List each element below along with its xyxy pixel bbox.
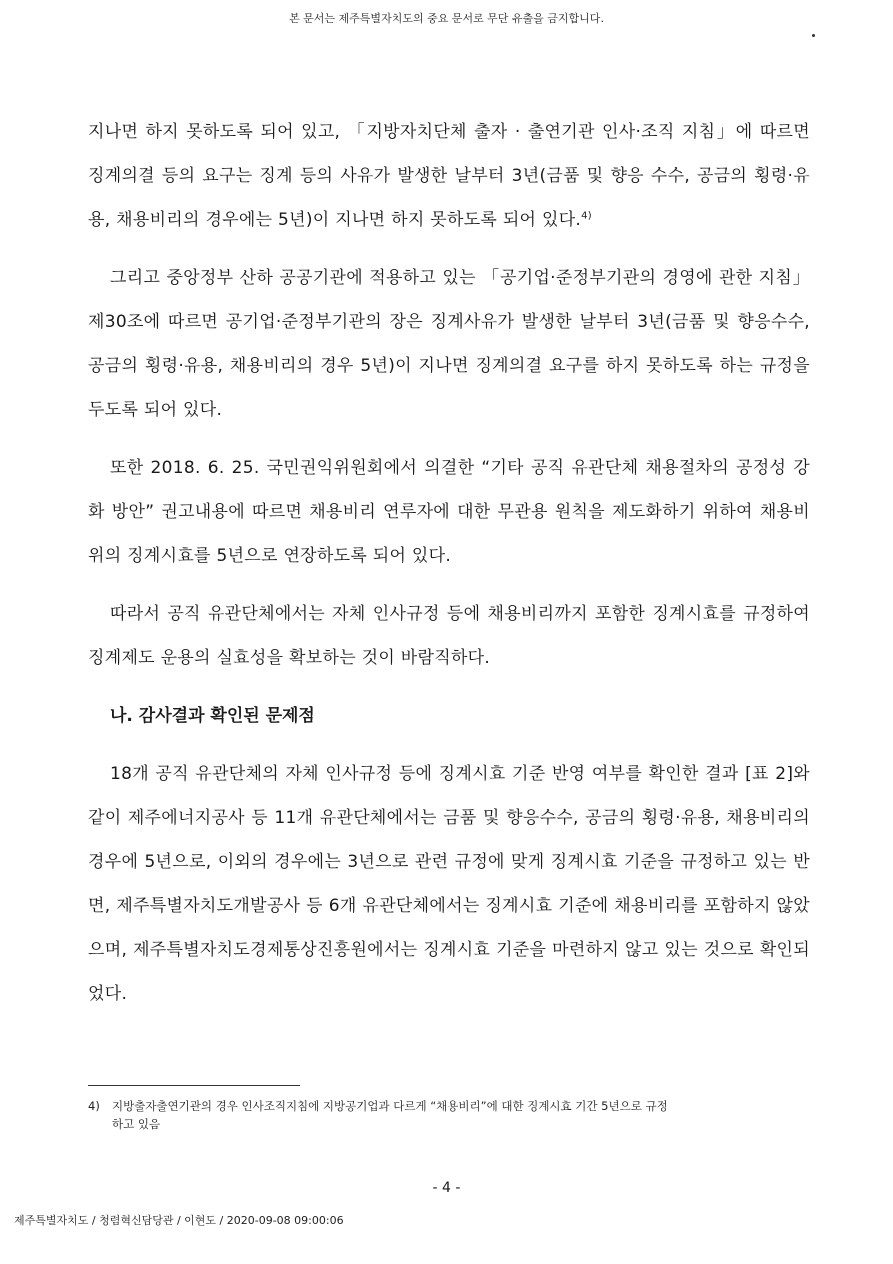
footnote-text-line1: 지방출자출연기관의 경우 인사조직지침에 지방공기업과 다르게 “채용비리”에 대한 징계시효 기간 5년으로 규정: [112, 1099, 668, 1113]
paragraph-text: 지나면 하지 못하도록 되어 있고, 「지방자치단체 출자 · 출연기관 인사·조직 지침」에 따르면 징계의결 등의 요구는 징계 등의 사유가 발생한 날부터 3년(금품 및 향응 수수, 공금의 횡령·유용, 채용비리의 경우에는 5년)이 지나면 하지 못하도록 되어 있다.: [88, 122, 810, 230]
paragraph-public-institution: 그리고 중앙정부 산하 공공기관에 적용하고 있는 「공기업·준정부기관의 경영에 관한 지침」 제30조에 따르면 공기업·준정부기관의 장은 징계사유가 발생한 날부터 3년(금품 및 향응수수, 공금의 횡령·유용, 채용비리의 경우 5년)이 지나면 징계의결 요구를 하지 못하도록 하는 규정을 두도록 되어 있다.: [88, 268, 810, 420]
paragraph-audit-findings: 18개 공직 유관단체의 자체 인사규정 등에 징계시효 기준 반영 여부를 확인한 결과 [표 2]와 같이 제주에너지공사 등 11개 유관단체에서는 금품 및 향응수수, 공금의 횡령·유용, 채용비리의 경우에 5년으로, 이외의 경우에는 3년으로 관련 규정에 맞게 징계시효 기준을 규정하고 있는 반면, 제주특별자치도개발공사 등 6개 유관단체에서는 징계시효 기준에 채용비리를 포함하지 않았으며, 제주특별자치도경제통상진흥원에서는 징계시효 기준을 마련하지 않고 있는 것으로 확인되었다.: [88, 764, 810, 1004]
document-body: [88, 110, 810, 1016]
scan-dot: [812, 34, 815, 37]
paragraph-acrc-recommendation: 또한 2018. 6. 25. 국민권익위원회에서 의결한 “기타 공직 유관단체 채용절차의 공정성 강화 방안” 권고내용에 따르면 채용비리 연루자에 대한 무관용 원칙을 제도화하기 위하여 채용비위의 징계시효를 5년으로 연장하도록 되어 있다.: [88, 458, 810, 566]
footnote-divider: [88, 1085, 300, 1086]
footnote: [88, 1097, 810, 1133]
footnote-text-line2: 하고 있음: [112, 1117, 161, 1131]
section-heading: 나. 감사결과 확인된 문제점: [110, 706, 315, 726]
paragraph-continuation: [88, 110, 810, 242]
document-footer: 제주특별자치도 / 청렴혁신담당관 / 이현도 / 2020-09-08 09:00:06: [14, 1214, 344, 1227]
footnote-number: 4): [88, 1099, 100, 1113]
confidential-notice: 본 문서는 제주특별자치도의 중요 문서로 무단 유출을 금지합니다.: [289, 12, 604, 25]
paragraph-conclusion: 따라서 공직 유관단체에서는 자체 인사규정 등에 채용비리까지 포함한 징계시효를 규정하여 징계제도 운용의 실효성을 확보하는 것이 바람직하다.: [88, 604, 810, 668]
page-number: - 4 -: [432, 1180, 461, 1196]
footnote-ref: 4): [581, 210, 593, 222]
